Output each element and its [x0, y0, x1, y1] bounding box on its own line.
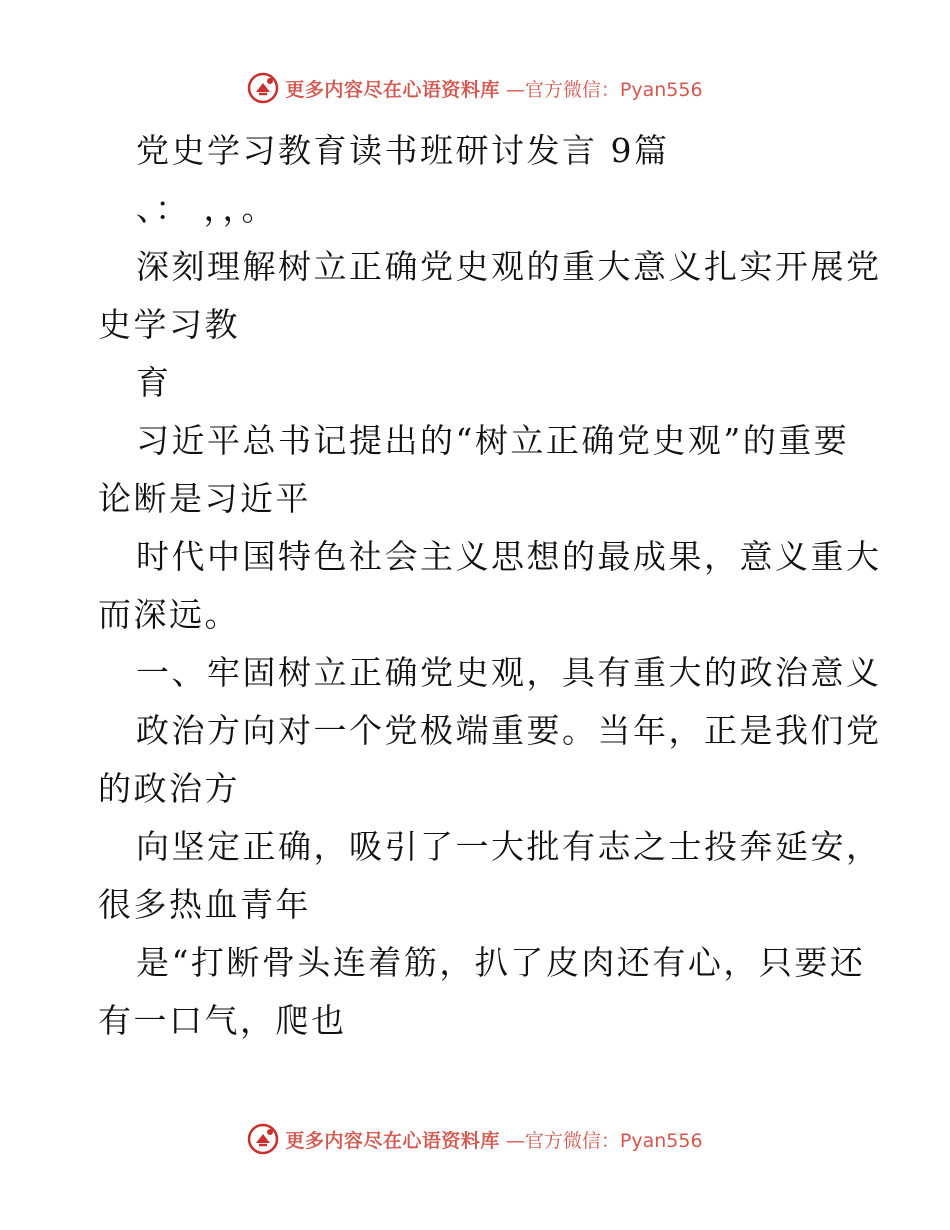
paragraph-line: 政治方向对一个党极端重要。当年，正是我们党 — [136, 711, 882, 750]
header-watermark — [0, 72, 950, 104]
text-line: 的政治方 — [98, 769, 240, 808]
text-line: 育 — [136, 363, 172, 402]
text-line: 而深远。 — [98, 595, 240, 634]
text-line: 有一口气，爬也 — [98, 1001, 347, 1040]
text-line: 论断是习近平 — [98, 479, 311, 518]
watermark-text: 更多内容尽在心语资料库 — [285, 78, 500, 101]
watermark-contact: —官方微信：Pyan556 — [505, 1129, 703, 1152]
subsection-heading: 一、牢固树立正确党史观，具有重大的政治意义 — [136, 653, 882, 692]
watermark-contact: —官方微信：Pyan556 — [505, 78, 703, 101]
book-logo-icon — [247, 72, 279, 104]
document-body — [98, 122, 882, 1050]
book-logo-icon — [247, 1123, 279, 1155]
paragraph-line: 时代中国特色社会主义思想的最成果，意义重大 — [136, 537, 882, 576]
paragraph-line: 是“打断骨头连着筋，扒了皮肉还有心，只要还 — [136, 943, 866, 982]
paragraph-line: 习近平总书记提出的“树立正确党史观”的重要 — [136, 421, 850, 460]
document-title: 党史学习教育读书班研讨发言 9篇 — [136, 131, 670, 170]
section-heading: 深刻理解树立正确党史观的重大意义扎实开展党 — [136, 247, 882, 286]
watermark-text: 更多内容尽在心语资料库 — [285, 1129, 500, 1152]
text-line: 、： ，，。 — [136, 189, 277, 228]
footer-watermark — [0, 1123, 950, 1155]
text-line: 很多热血青年 — [98, 885, 311, 924]
paragraph-line: 向坚定正确，吸引了一大批有志之士投奔延安， — [136, 827, 882, 866]
text-line: 史学习教 — [98, 305, 240, 344]
